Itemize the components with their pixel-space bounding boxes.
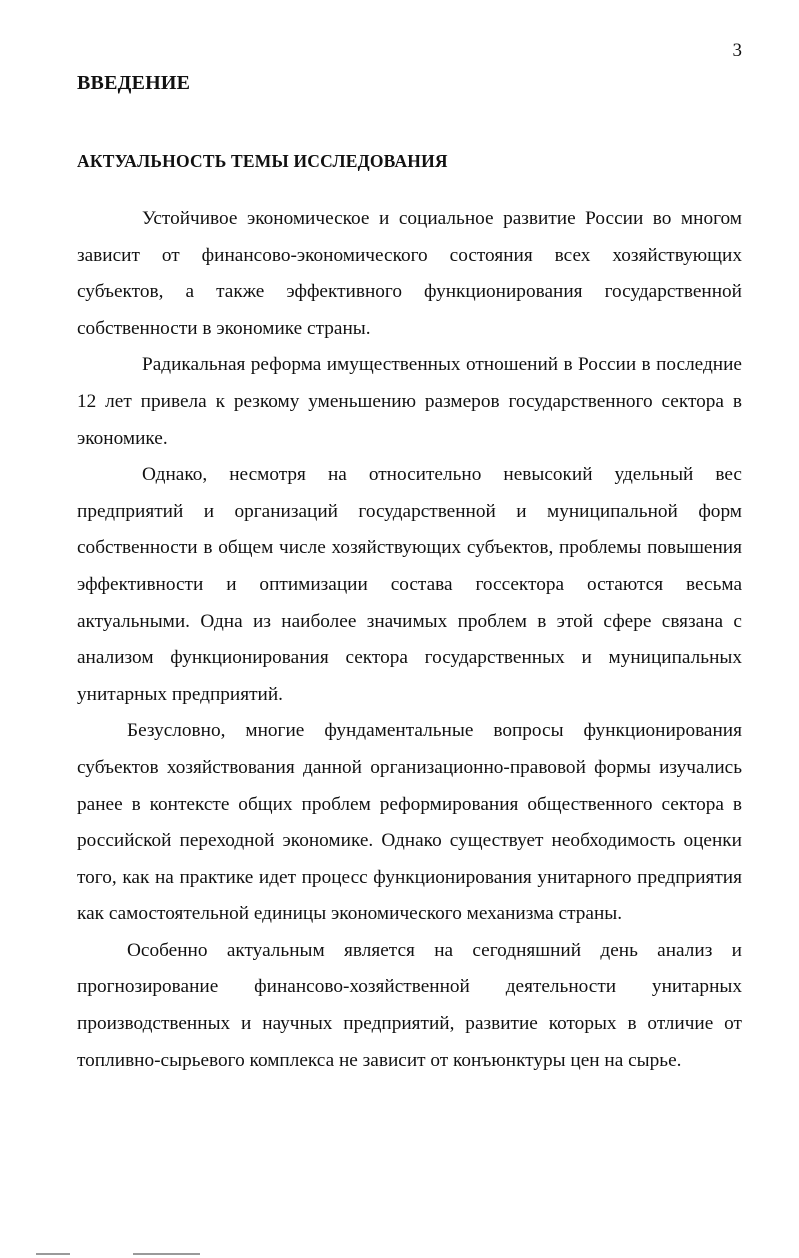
paragraph-2: Радикальная реформа имущественных отношений в России в последние 12 лет привела к резкому уменьшению размеров государственного сектора в экономике. xyxy=(77,354,742,449)
scan-edge-marks xyxy=(0,1253,799,1258)
paragraph-1: Устойчивое экономическое и социальное развитие России во многом зависит от финансово-экономического состояния всех хозяйствующих субъектов, а также эффективного функционирования государственной собственности в экономике страны. xyxy=(77,208,742,339)
page-number: 3 xyxy=(732,40,742,61)
section-heading: АКТУАЛЬНОСТЬ ТЕМЫ ИССЛЕДОВАНИЯ xyxy=(77,151,448,171)
scan-mark-right xyxy=(133,1253,200,1255)
scan-mark-left xyxy=(36,1253,70,1255)
paragraph-3: Однако, несмотря на относительно невысокий удельный вес предприятий и организаций государственной и муниципальной форм собственности в общем числе хозяйствующих субъектов, проблемы повышения эффективности и оптимизации состава госсектора остаются весьма актуальными. Одна из наиболее значимых проблем в этой сфере связана с анализом функционирования сектора государственных и муниципальных унитарных предприятий. xyxy=(77,464,742,705)
paragraph-5: Особенно актуальным является на сегодняшний день анализ и прогнозирование финансово-хозяйственной деятельности унитарных производственных и научных предприятий, развитие которых в отличие от топливно-сырьевого комплекса не зависит от конъюнктуры цен на сырье. xyxy=(77,939,742,1071)
paragraph-4: Безусловно, многие фундаментальные вопросы функционирования субъектов хозяйствования данной организационно-правовой формы изучались ранее в контексте общих проблем реформирования общественного сектора в российской переходной экономике. Однако существует необходимость оценки того, как на практике идет процесс функционирования унитарного предприятия как самостоятельной единицы экономического механизма страны. xyxy=(77,720,742,925)
body-text xyxy=(77,201,742,1079)
page-title: ВВЕДЕНИЕ xyxy=(77,72,191,94)
